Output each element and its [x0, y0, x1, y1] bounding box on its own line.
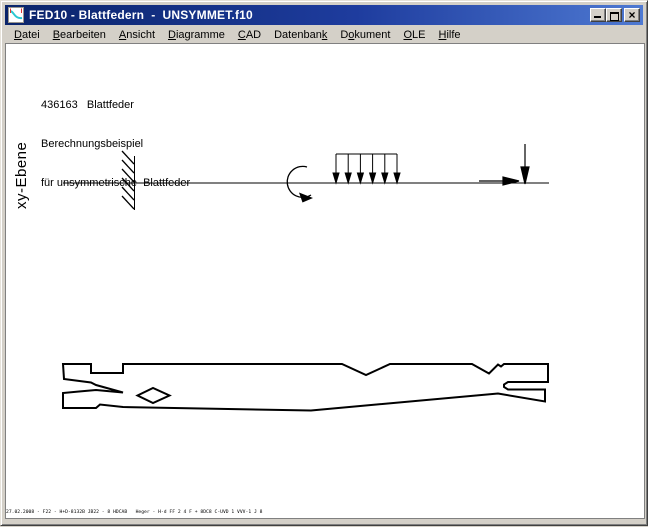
menu-item-ole[interactable]: OLE [403, 28, 426, 41]
app-icon-graphic [8, 7, 24, 23]
maximize-icon [610, 12, 619, 21]
minimize-icon [594, 16, 601, 18]
drawing-info-text [41, 73, 190, 216]
menu-item-hilfe[interactable]: Hilfe [438, 28, 461, 41]
info-line-part-number: 436163 Blattfeder [41, 99, 134, 111]
window-controls [590, 8, 640, 22]
menu-item-datenbank[interactable]: Datenbank [274, 28, 328, 41]
minimize-button[interactable] [590, 8, 606, 22]
menu-item-cad[interactable]: CAD [237, 28, 262, 41]
plane-axis-label: xy-Ebene [13, 141, 30, 209]
info-line-subtitle: für unsymmetrische Blattfeder [41, 177, 191, 189]
menu-item-bearbeiten[interactable]: Bearbeiten [52, 28, 106, 41]
close-icon: × [628, 8, 636, 22]
footer-stamp: 27.02.2008 - F22 - H+D-8132B JB22 - 8 HDCAB Heger - H-d FF 2 4 F + 8DC8 C-UVD 1 VVV-1 J 8 [6, 509, 263, 515]
titlebar[interactable] [5, 5, 643, 25]
menu-item-datei[interactable]: Datei [14, 28, 40, 41]
menu-item-diagramme[interactable]: Diagramme [168, 28, 225, 41]
window-title: FED10 - Blattfedern - UNSYMMET.f10 [29, 8, 253, 22]
maximize-button[interactable] [606, 8, 622, 22]
menu-bar [6, 26, 642, 43]
menu-item-ansicht[interactable]: Ansicht [118, 28, 156, 41]
app-icon[interactable] [8, 7, 24, 23]
menu-item-dokument[interactable]: Dokument [340, 28, 391, 41]
close-button[interactable] [624, 8, 640, 22]
info-line-description: Berechnungsbeispiel [41, 138, 144, 150]
